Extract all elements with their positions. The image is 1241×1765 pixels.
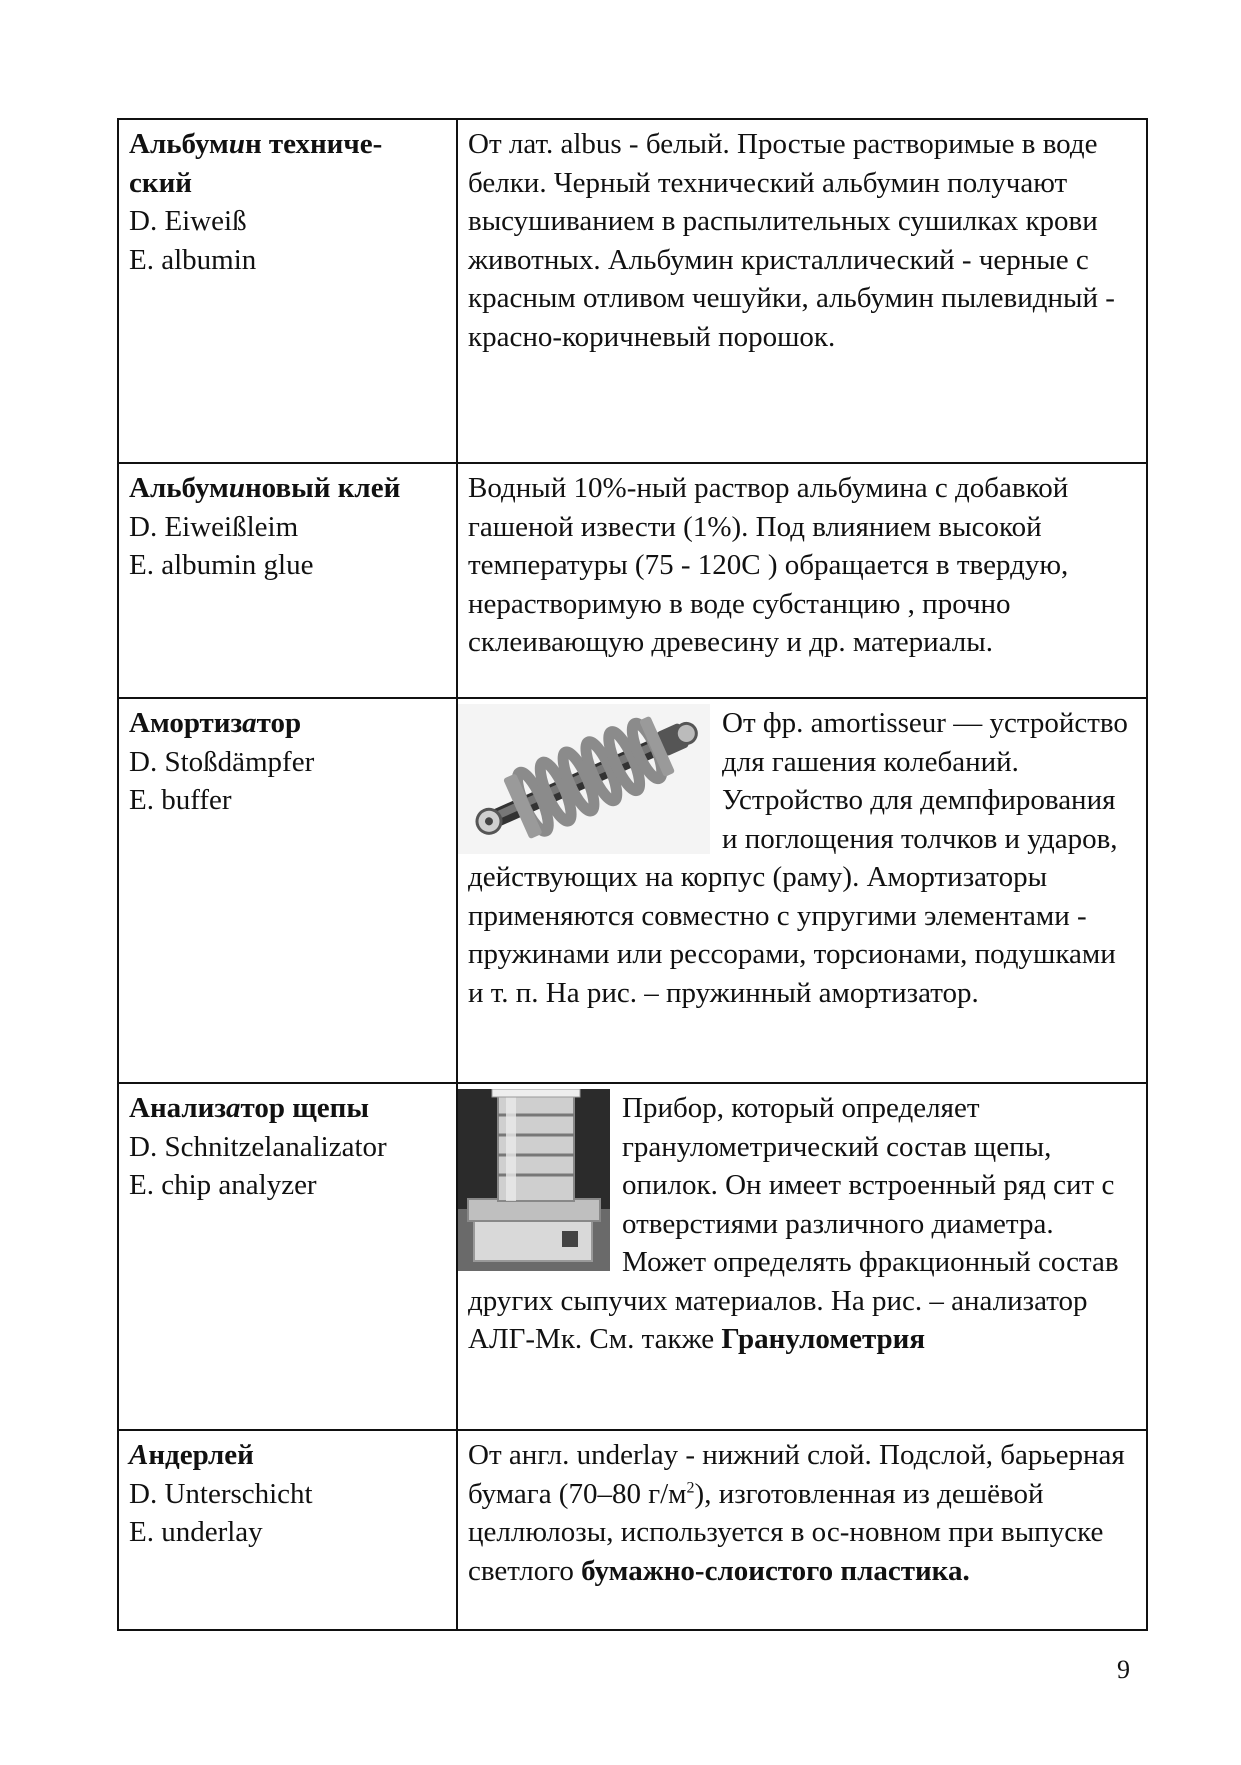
definition-text: От англ. underlay - нижний слой. Подслой, барьерная бумага (70–80 $г/м^2$), изготовленная из дешёвой целлюлозы, используется в ос-новном при выпуске светлого бумажно-слоистого пластика.: [468, 1439, 1125, 1587]
chip-analyzer-illustration: [458, 1089, 610, 1271]
table-row: [118, 698, 1147, 1083]
term-english: E. underlay: [129, 1516, 263, 1548]
term-title: Амортизатор: [129, 707, 302, 739]
table-row: [118, 1083, 1147, 1430]
shock-absorber-image: [458, 704, 710, 854]
term-german: D. Stoßdämpfer: [129, 745, 315, 778]
term-title: Альбумин техниче-: [129, 128, 383, 160]
definition-text: Водный 10%-ный раствор альбумина с добавкой гашеной извести (1%). Под влиянием высокой температуры (75 - 120С ) обращается в твердую, нерастворимую в воде субстанцию , прочно склеивающую древесину и др. материалы.: [468, 472, 1069, 658]
bold-term: бумажно-слоистого пластика.: [581, 1554, 970, 1587]
term-cell: [118, 119, 457, 463]
cross-reference-link: Гранулометрия: [721, 1323, 926, 1355]
term-title: Альбуминовый клей: [129, 472, 401, 504]
term-title: Андерлей: [129, 1439, 254, 1471]
term-german: D. Unterschicht: [129, 1477, 313, 1510]
term-cell: [118, 1083, 457, 1430]
term-english: E. albumin glue: [129, 549, 314, 581]
shock-absorber-illustration: [458, 704, 710, 854]
term-german: D. Eiweiß: [129, 205, 247, 237]
definition-text: От фр. amortisseur — устройство для гашения колебаний. Устройство для демпфирования и поглощения толчков и ударов, действующих на корпус (раму). Амортизаторы применяются совместно с упругими элементами - пружинами или рессорами, торсионами, подушками и т. п. На рис. – пружинный амортизатор.: [468, 707, 1128, 1009]
term-title-continued: ский: [129, 166, 192, 199]
definition-cell: [457, 1430, 1147, 1630]
definition-cell: [457, 463, 1147, 698]
superscript: 2: [686, 1478, 695, 1496]
chip-analyzer-image: [458, 1089, 610, 1271]
definition-text: Прибор, который определяет гранулометрический состав щепы, опилок. Он имеет встроенный ряд сит с отверстиями различного диаметра. Может определять фракционный состав других сыпучих материалов. На рис. – анализатор АЛГ-Мк. См. также Гранулометрия: [468, 1092, 1119, 1355]
term-english: E. chip analyzer: [129, 1169, 317, 1201]
term-cell: [118, 463, 457, 698]
table-row: [118, 463, 1147, 698]
term-cell: [118, 698, 457, 1083]
definition-text: От лат. albus - белый. Простые растворимые в воде белки. Черный технический альбумин получают высушиванием в распылительных сушилках крови животных. Альбумин кристаллический - черные с красным отливом чешуйки, альбумин пылевидный - красно-коричневый порошок.: [468, 128, 1115, 353]
table-row: [118, 119, 1147, 463]
page-number: 9: [1117, 1655, 1130, 1684]
definition-cell: [457, 698, 1147, 1083]
term-german: D. Eiweißleim: [129, 510, 299, 543]
table-row: [118, 1430, 1147, 1630]
glossary-table: [117, 118, 1148, 1631]
definition-cell: [457, 119, 1147, 463]
term-german: D. Schnitzelanalizator: [129, 1130, 387, 1163]
term-english: E. albumin: [129, 243, 257, 276]
term-title: Анализатор щепы: [129, 1092, 369, 1124]
definition-cell: [457, 1083, 1147, 1430]
term-english: E. buffer: [129, 784, 232, 816]
term-cell: [118, 1430, 457, 1630]
